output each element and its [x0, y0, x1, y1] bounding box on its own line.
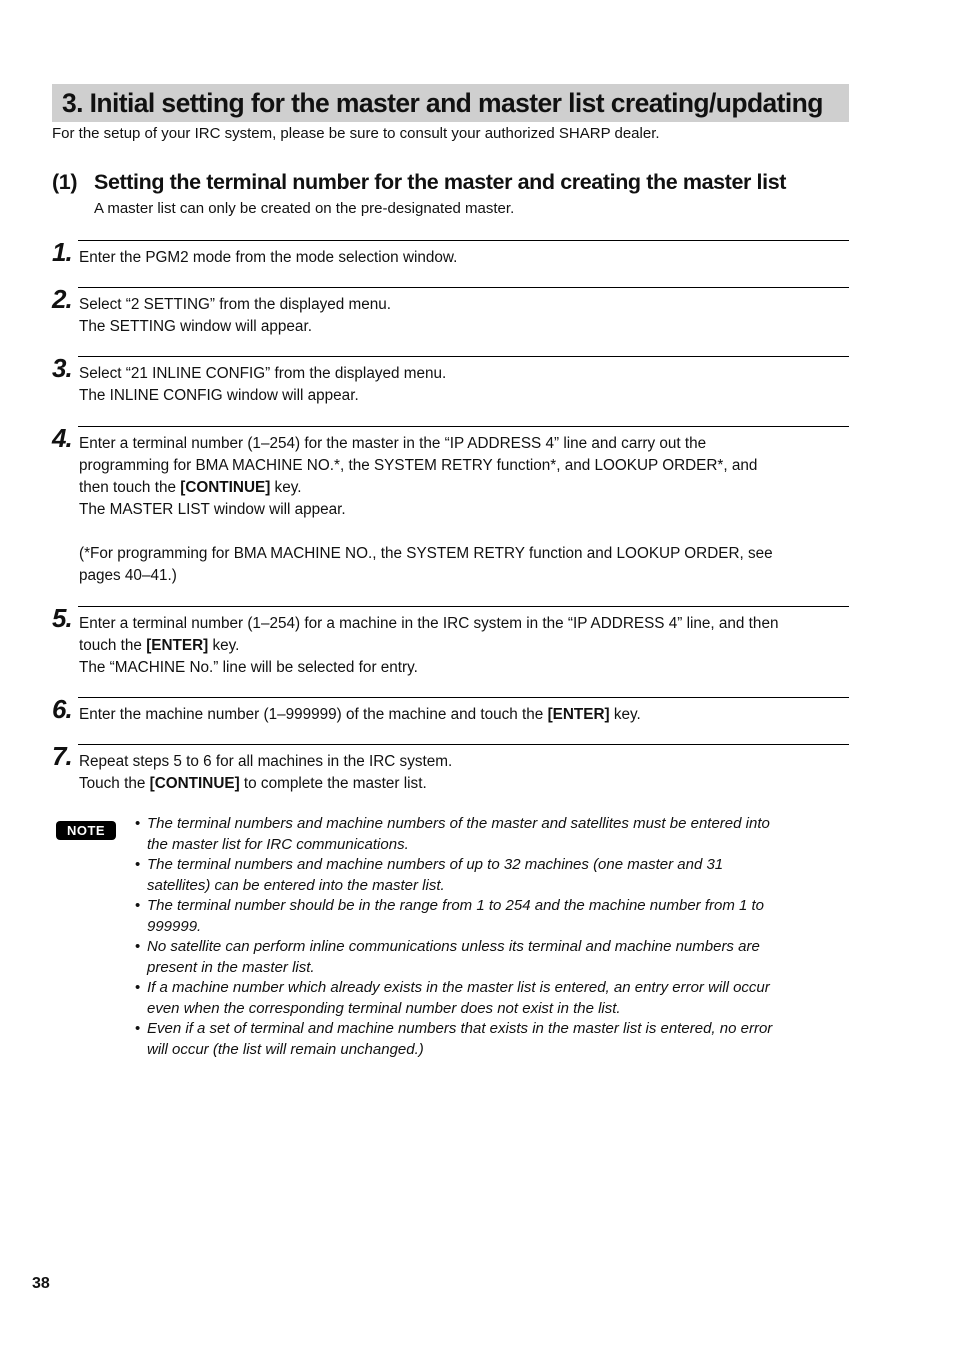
- step-text-part: key.: [270, 479, 302, 496]
- continue-key-label: [CONTINUE]: [180, 479, 271, 496]
- note-line: will occur (the list will remain unchanged.): [147, 1040, 424, 1058]
- note-line: present in the master list.: [147, 958, 315, 976]
- step-line: The MASTER LIST window will appear.: [79, 501, 346, 518]
- enter-key-label: [ENTER]: [146, 637, 209, 654]
- step-divider: [78, 356, 849, 357]
- note-item: [135, 978, 849, 1019]
- enter-key-label: [ENTER]: [547, 706, 610, 723]
- note-item: [135, 814, 849, 855]
- step-text-part: key.: [208, 637, 240, 654]
- section-subtitle: A master list can only be created on the pre-designated master.: [94, 200, 515, 217]
- page-title: 3. Initial setting for the master and master list creating/updating: [62, 87, 823, 118]
- note-line: Even if a set of terminal and machine numbers that exists in the master list is entered, no error: [147, 1020, 773, 1037]
- step-line: Select “21 INLINE CONFIG” from the displayed menu.: [79, 365, 447, 382]
- step-text-part: to complete the master list.: [239, 775, 427, 792]
- step-line: Enter a terminal number (1–254) for the master in the “IP ADDRESS 4” line and carry out the: [79, 435, 707, 452]
- section-title: Setting the terminal number for the master and creating the master list: [94, 170, 787, 194]
- step-number: 2.: [52, 284, 72, 314]
- note-line: If a machine number which already exists in the master list is entered, an entry error will occur: [147, 979, 770, 996]
- note-item: [135, 855, 849, 896]
- note-line: The terminal number should be in the range from 1 to 254 and the machine number from 1 to: [147, 897, 765, 914]
- step-number: 6.: [52, 694, 72, 724]
- step-text: [79, 613, 849, 679]
- section-heading: [52, 170, 786, 195]
- note-line: The terminal numbers and machine numbers of up to 32 machines (one master and 31: [147, 856, 724, 873]
- step-line: [79, 704, 849, 726]
- step-line: [79, 773, 849, 795]
- step-divider: [78, 606, 849, 607]
- continue-key-label: [CONTINUE]: [149, 775, 240, 792]
- step-line: The INLINE CONFIG window will appear.: [79, 387, 359, 404]
- note-line: The terminal numbers and machine numbers of the master and satellites must be entered into: [147, 815, 770, 832]
- step-divider: [78, 744, 849, 745]
- step-text-part: Touch the: [79, 775, 150, 792]
- intro-text: For the setup of your IRC system, please be sure to consult your authorized SHARP dealer.: [52, 125, 660, 142]
- step-footnote-line: (*For programming for BMA MACHINE NO., the SYSTEM RETRY function and LOOKUP ORDER, see: [79, 545, 773, 562]
- step-divider: [78, 240, 849, 241]
- note-badge: NOTE: [56, 821, 116, 840]
- step-line: [79, 477, 849, 499]
- step-text: [79, 751, 849, 795]
- note-line: even when the corresponding terminal number does not exist in the list.: [147, 999, 621, 1017]
- page-number: 38: [32, 1275, 50, 1292]
- step-line: [79, 635, 849, 657]
- step-number: 5.: [52, 603, 72, 633]
- step-text: [79, 294, 849, 338]
- step-divider: [78, 287, 849, 288]
- step-text-part: then touch the: [79, 479, 181, 496]
- step-line: Repeat steps 5 to 6 for all machines in the IRC system.: [79, 753, 453, 770]
- step-text: [79, 247, 849, 269]
- step-line: The SETTING window will appear.: [79, 318, 312, 335]
- step-text: [79, 363, 849, 407]
- step-line: The “MACHINE No.” line will be selected for entry.: [79, 659, 418, 676]
- step-text-part: Enter the machine number (1–999999) of the machine and touch the: [79, 706, 548, 723]
- step-divider: [78, 697, 849, 698]
- note-line: the master list for IRC communications.: [147, 835, 409, 853]
- section-number: (1): [52, 170, 78, 194]
- note-item: [135, 1019, 849, 1060]
- note-line: satellites) can be entered into the master list.: [147, 876, 445, 894]
- note-item: [135, 896, 849, 937]
- step-footnote-line: pages 40–41.): [79, 567, 177, 584]
- note-item: [135, 937, 849, 978]
- step-number: 4.: [52, 423, 72, 453]
- step-text: [79, 704, 849, 726]
- step-number: 1.: [52, 237, 72, 267]
- step-line: programming for BMA MACHINE NO.*, the SYSTEM RETRY function*, and LOOKUP ORDER*, and: [79, 457, 758, 474]
- page-title-bar: [52, 84, 849, 122]
- step-line: Enter the PGM2 mode from the mode selection window.: [79, 249, 458, 266]
- step-line: Select “2 SETTING” from the displayed menu.: [79, 296, 392, 313]
- step-line: Enter a terminal number (1–254) for a machine in the IRC system in the “IP ADDRESS 4” line, and then: [79, 615, 779, 632]
- step-divider: [78, 426, 849, 427]
- step-text: [79, 433, 849, 587]
- note-line: 999999.: [147, 917, 202, 935]
- step-number: 7.: [52, 741, 72, 771]
- step-text-part: key.: [609, 706, 641, 723]
- step-number: 3.: [52, 353, 72, 383]
- note-line: No satellite can perform inline communications unless its terminal and machine numbers are: [147, 938, 760, 955]
- step-text-part: touch the: [79, 637, 147, 654]
- note-list: [135, 814, 849, 1060]
